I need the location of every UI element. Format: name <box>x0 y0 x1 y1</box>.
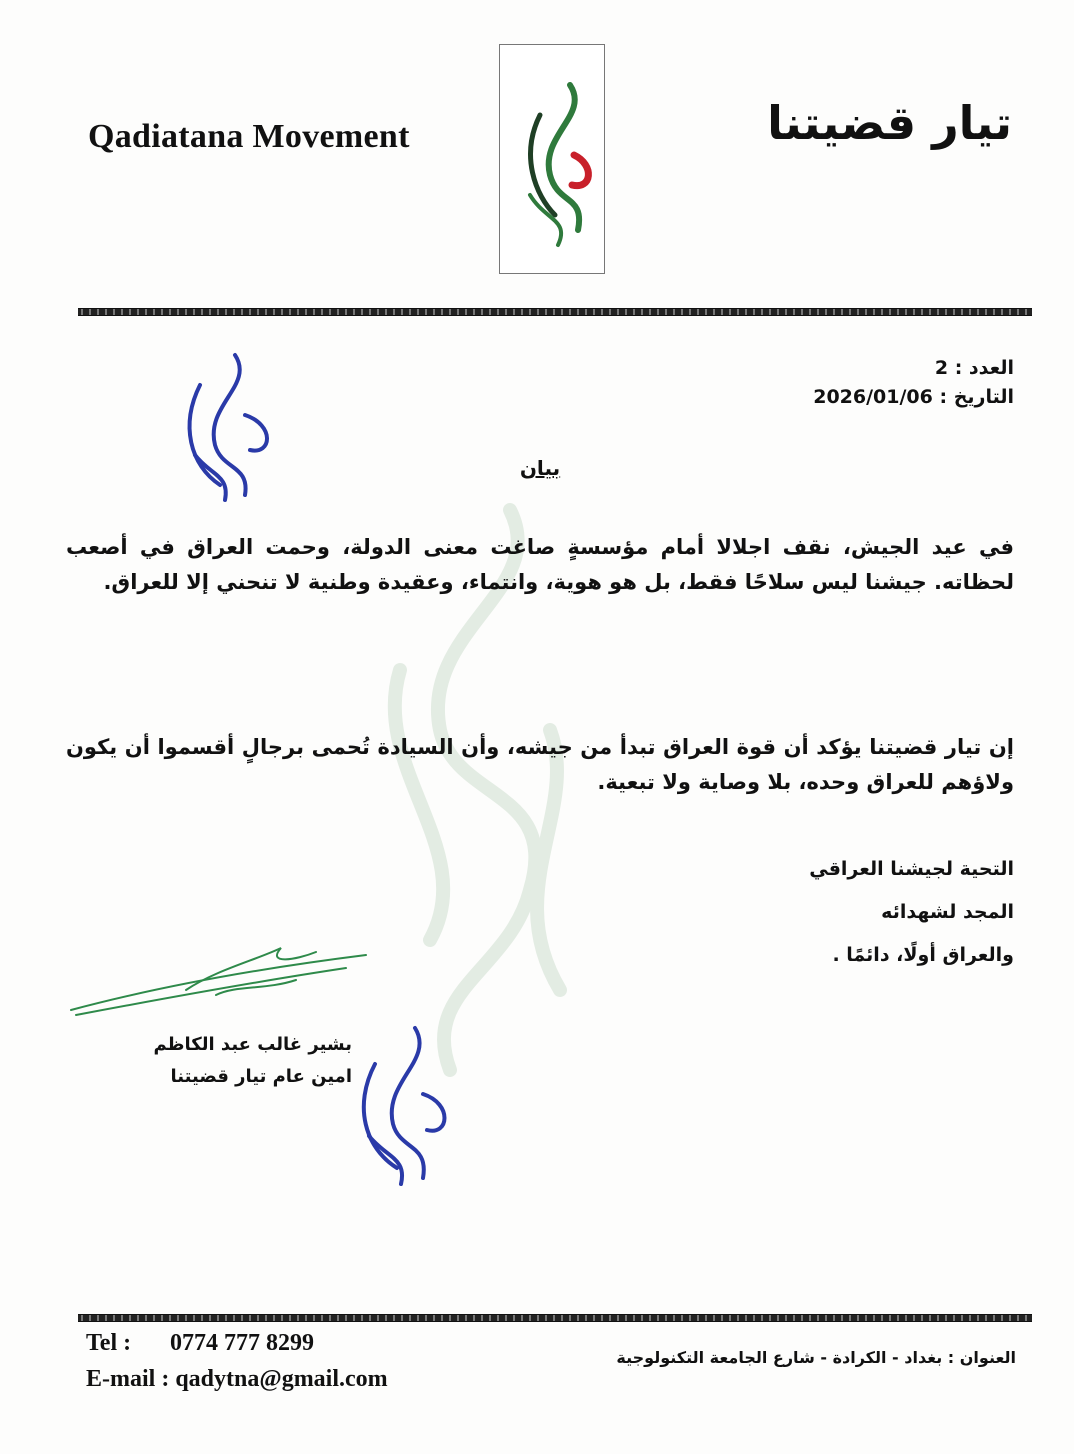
document-number <box>935 357 1014 379</box>
document-date <box>813 386 1014 408</box>
org-name-arabic: تيار قضيتنا <box>767 96 1012 150</box>
tel-label: Tel : <box>86 1330 132 1356</box>
number-value: 2 <box>934 357 949 379</box>
signatory-title: امين عام تيار قضيتنا <box>170 1066 352 1087</box>
logo-calligraphy-icon <box>500 45 604 273</box>
signatory-name: بشير غالب عبد الكاظم <box>153 1034 352 1055</box>
email-value: qadytna@gmail.com <box>175 1366 388 1392</box>
handwritten-signature <box>66 940 376 1030</box>
footer-email <box>86 1366 388 1393</box>
tel-value: 0774 777 8299 <box>170 1330 314 1356</box>
stamp-seal-icon <box>170 345 290 505</box>
header-divider <box>78 308 1032 316</box>
footer-divider <box>78 1314 1032 1322</box>
closing-line-1: التحية لجيشنا العراقي <box>809 858 1014 880</box>
org-name-english: Qadiatana Movement <box>88 118 410 155</box>
email-label: E-mail : <box>86 1366 170 1392</box>
footer-address: العنوان : بغداد - الكرادة - شارع الجامعة التكنولوجية <box>616 1348 1016 1367</box>
logo <box>499 44 605 274</box>
stamp-seal-bottom-icon <box>345 1020 465 1190</box>
date-label: التاريخ : <box>939 386 1014 408</box>
closing-line-3: والعراق أولًا، دائمًا . <box>832 944 1014 966</box>
body-paragraph-1: في عيد الجيش، نقف اجلالا أمام مؤسسةٍ صاغت معنى الدولة، وحمت العراق في أصعب لحظاته. جيشنا ليس سلاحًا فقط، بل هو هوية، وانتماء، وعقيدة وطنية لا تنحني إلا للعراق. <box>66 535 1014 594</box>
closing-lines <box>809 848 1014 977</box>
date-value: 2026/01/06 <box>813 386 933 408</box>
number-label: العدد : <box>954 357 1014 379</box>
closing-line-2: المجد لشهدائه <box>881 901 1014 923</box>
body-paragraph-2: إن تيار قضيتنا يؤكد أن قوة العراق تبدأ من جيشه، وأن السيادة تُحمى برجالٍ أقسموا أن يكون ولاؤهم للعراق وحده، بلا وصاية ولا تبعية. <box>66 735 1014 794</box>
footer-telephone <box>86 1330 314 1357</box>
document-subject: بيان <box>519 456 561 480</box>
